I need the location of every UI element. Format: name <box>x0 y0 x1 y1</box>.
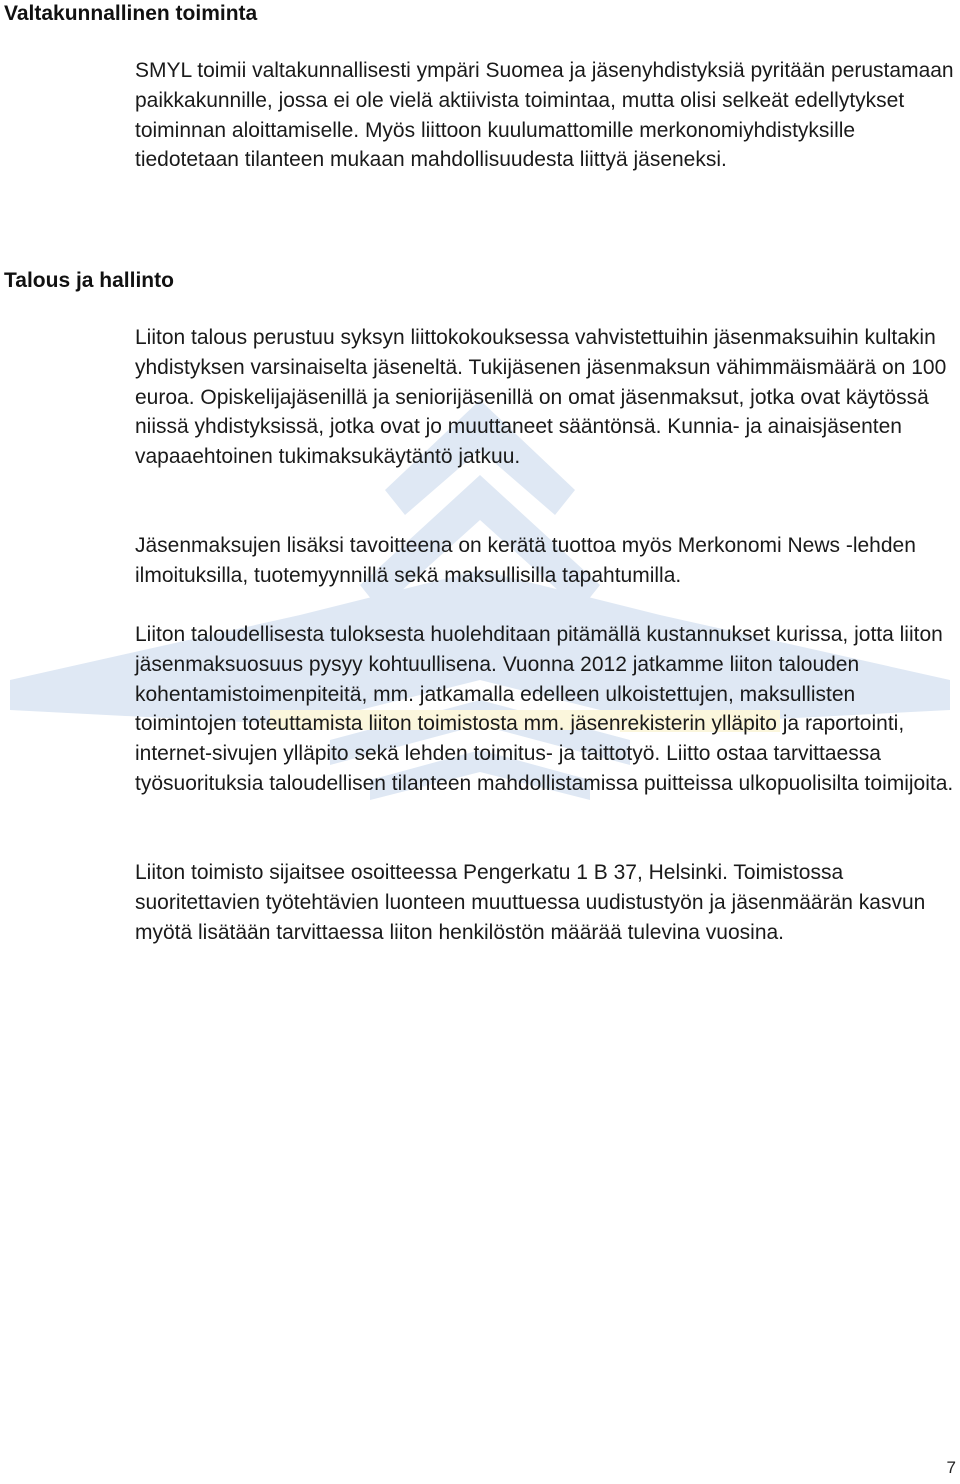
paragraph-valtakunnallinen-toiminta: SMYL toimii valtakunnallisesti ympäri Suomea ja jäsenyhdistyksiä pyritään perustamaan paikkakunnille, jossa ei ole vielä aktiivista toimintaa, mutta olisi selkeät edellytykset toiminnan aloittamiselle. Myös liittoon kuulumattomille merkonomiyhdistyksille tiedotetaan tilanteen mukaan mahdollisuudesta liittyä jäseneksi. <box>135 59 954 172</box>
paragraph-jasenmaksut: Liiton talous perustuu syksyn liittokokouksessa vahvistettuihin jäsenmaksuihin kultakin yhdistyksen varsinaiselta jäseneltä. Tukijäsenen jäsenmaksun vähimmäismäärä on 100 euroa. Opiskelijajäsenillä ja seniorijäsenillä on omat jäsenmaksut, jotka ovat käytössä niissä yhdistyksissä, jotka ovat jo muuttaneet sääntönsä. Kunnia- ja ainaisjäsenten vapaaehtoinen tukimaksukäytäntö jatkuu. <box>135 326 947 469</box>
page-number: 7 <box>946 1458 956 1477</box>
section-heading-talous: Talous ja hallinto <box>4 269 174 292</box>
paragraph-tuotot: Jäsenmaksujen lisäksi tavoitteena on kerätä tuottoa myös Merkonomi News -lehden ilmoituksilla, tuotemyynnillä sekä maksullisilla tapahtumilla. <box>135 534 916 587</box>
paragraph-taloudellinen-tulos: Liiton taloudellisesta tuloksesta huolehditaan pitämällä kustannukset kurissa, jotta liiton jäsenmaksuosuus pysyy kohtuullisena. Vuonna 2012 jatkamme liiton talouden kohentamistoimenpiteitä, mm. jatkamalla edelleen ulkoistettujen, maksullisten toimintojen toteuttamista liiton toimistosta mm. jäsenrekisterin ylläpito ja raportointi, internet-sivujen ylläpito sekä lehden toimitus- ja taittotyö. Liitto ostaa tarvittaessa työsuorituksia taloudellisen tilanteen mahdollistamissa puitteissa ulkopuolisilta toimijoita. <box>135 623 954 795</box>
paragraph-toimisto: Liiton toimisto sijaitsee osoitteessa Pengerkatu 1 B 37, Helsinki. Toimistossa suoritettavien työtehtävien luonteen muuttuessa uudistustyön ja jäsenmäärän kasvun myötä lisätään tarvittaessa liiton henkilöstön määrää tulevina vuosina. <box>135 861 926 944</box>
section-heading-valtakunnallinen: Valtakunnallinen toiminta <box>4 2 258 25</box>
